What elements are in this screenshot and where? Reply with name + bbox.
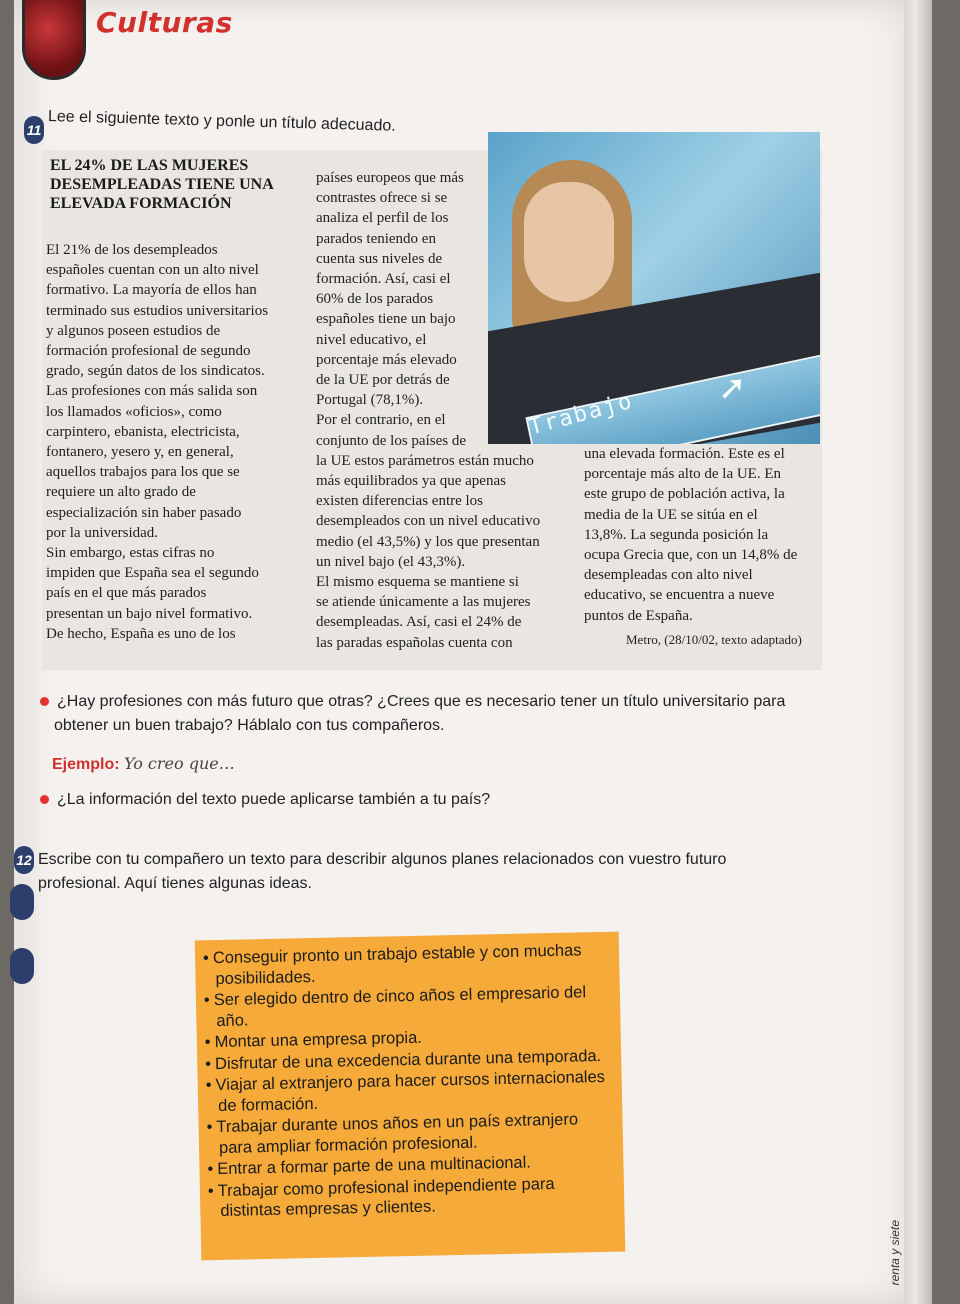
column-1-line: país en el que más parados (46, 585, 207, 602)
question-1-line-1: ¿Hay profesiones con más futuro que otras? ¿Crees que es necesario tener un título universitario para (57, 693, 786, 710)
column-2-line: Por el contrario, en el (316, 412, 446, 429)
column-3-line: una elevada formación. Este es el (584, 446, 785, 462)
activity-11-instruction: Lee el siguiente texto y ponle un título adecuado. (47, 108, 396, 135)
example (52, 752, 235, 777)
column-2-line: analiza el perfil de los (316, 210, 449, 227)
page-edge (904, 0, 932, 1304)
question-2-text: ¿La información del texto puede aplicarse también a tu país? (57, 791, 491, 808)
cursor-arrow-icon: ➚ (718, 369, 747, 407)
question-1-line-2: obtener un buen trabajo? Háblalo con tus compañeros. (54, 717, 445, 734)
article-column-1 (46, 240, 292, 644)
activity-12-instruction (38, 848, 798, 896)
photo-word: Trabajo (526, 388, 637, 441)
column-3-line: puntos de España. (584, 607, 693, 624)
column-2-line: desempleadas. Así, casi el 24% de (316, 614, 522, 631)
question-1 (40, 690, 820, 738)
column-2-line: 60% de los parados (316, 291, 434, 308)
column-1-line: carpintero, ebanista, electricista, (46, 423, 240, 440)
ideas-box (195, 932, 626, 1261)
column-1-line: por la universidad. (46, 524, 159, 541)
column-2-line: desempleados con un nivel educativo (316, 513, 541, 530)
column-1-line: los llamados «oficios», como (46, 403, 222, 420)
idea-item: • Ser elegido dentro de cinco años el empresario del año. (216, 982, 611, 1031)
column-2-line: la UE estos parámetros están mucho (316, 452, 534, 469)
column-1-line: El 21% de los desempleados (46, 242, 218, 258)
idea-item: • Montar una empresa propia. (217, 1024, 611, 1053)
column-1-line: impiden que España sea el segundo (46, 565, 259, 582)
column-2-line: más equilibrados ya que apenas (316, 473, 506, 490)
column-2-line: formación. Así, casi el (316, 271, 451, 288)
column-1-line: españoles cuentan con un alto nivel (46, 262, 259, 279)
activity-11-badge: 11 (24, 116, 44, 144)
idea-item: • Trabajar como profesional independiente para distintas empresas y clientes. (220, 1172, 615, 1221)
column-1-line: formativo. La mayoría de ellos han (46, 282, 257, 299)
column-3-line: 13,8%. La segunda posición la (584, 526, 769, 543)
idea-item: • Entrar a formar parte de una multinacional. (219, 1151, 613, 1180)
column-3-line: este grupo de población activa, la (584, 486, 785, 503)
column-2-line: un nivel bajo (el 43,3%). (316, 553, 466, 570)
column-1-line: fontanero, yesero y, en general, (46, 444, 234, 461)
column-2-line: conjunto de los países de (316, 432, 466, 449)
column-1-line: De hecho, España es uno de los (46, 625, 236, 642)
activity-12-line-2: profesional. Aquí tienes algunas ideas. (38, 875, 312, 892)
idea-item: • Conseguir pronto un trabajo estable y con muchas posibilidades. (215, 940, 610, 989)
activity-12-line-1: Escribe con tu compañero un texto para describir algunos planes relacionados con vuestro futuro (38, 851, 727, 868)
article-photo (488, 132, 820, 444)
writing-icon (10, 948, 34, 984)
article-column-3 (584, 444, 824, 626)
column-3-line: media de la UE se sitúa en el (584, 506, 758, 523)
column-2-line: parados teniendo en (316, 230, 436, 247)
question-2 (40, 788, 490, 812)
column-1-line: y algunos poseen estudios de (46, 322, 221, 339)
article-source: Metro, (28/10/02, texto adaptado) (626, 632, 802, 647)
column-3-line: porcentaje más alto de la UE. En (584, 466, 782, 483)
article-headline: EL 24% DE LAS MUJERES DESEMPLEADAS TIENE UNA ELEVADA FORMACIÓN (50, 157, 273, 212)
ideas-list (195, 932, 625, 1222)
column-2-line: de la UE por detrás de (316, 372, 450, 389)
column-1-line: Sin embargo, estas cifras no (46, 545, 215, 562)
section-logo (22, 0, 86, 80)
page-number-label: renta y siete (888, 1220, 902, 1286)
column-3-line: ocupa Grecia que, con un 14,8% de (584, 547, 798, 564)
bullet-dot-icon (40, 795, 49, 804)
column-3-line: educativo, se encuentra a nueve (584, 587, 775, 604)
idea-item: • Viajar al extranjero para hacer cursos internacionales de formación. (218, 1067, 613, 1116)
column-2-line: El mismo esquema se mantiene si (316, 574, 519, 591)
column-2-line: cuenta sus niveles de (316, 250, 443, 267)
column-2-line: españoles tiene un bajo (316, 311, 456, 328)
column-3-line: desempleadas con alto nivel (584, 567, 753, 584)
activity-12-badge: 12 (14, 846, 34, 874)
column-1-line: Las profesiones con más salida son (46, 383, 258, 400)
column-2-line: contrastes ofrece si se (316, 190, 448, 207)
example-label: Ejemplo: (52, 756, 120, 773)
column-2-line: nivel educativo, el (316, 331, 427, 348)
photo-face (524, 182, 614, 302)
column-1-line: formación profesional de segundo (46, 343, 251, 360)
column-2-line: existen diferencias entre los (316, 493, 484, 510)
section-title: Culturas (96, 6, 233, 39)
column-2-line: se atiende únicamente a las mujeres (316, 594, 531, 611)
idea-item: • Disfrutar de una excedencia durante una temporada. (217, 1045, 611, 1074)
idea-item: • Trabajar durante unos años en un país extranjero para ampliar formación profesional. (218, 1109, 613, 1158)
column-2-line: porcentaje más elevado (316, 351, 457, 368)
column-1-line: especialización sin haber pasado (46, 504, 242, 521)
column-1-line: presentan un bajo nivel formativo. (46, 605, 253, 622)
column-2-line: Portugal (78,1%). (316, 392, 424, 409)
column-1-line: aquellos trabajos para los que se (46, 464, 240, 481)
bullet-dot-icon (40, 697, 49, 706)
column-1-line: grado, según datos de los sindicatos. (46, 363, 265, 380)
pair-work-icon (10, 884, 34, 920)
example-text: Yo creo que… (124, 754, 235, 773)
column-2-line: países europeos que más (316, 170, 464, 186)
column-1-line: terminado sus estudios universitarios (46, 302, 269, 319)
column-1-line: requiere un alto grado de (46, 484, 196, 501)
column-2-line: las paradas españolas cuenta con (316, 634, 513, 651)
column-2-line: medio (el 43,5%) y los que presentan (316, 533, 540, 550)
